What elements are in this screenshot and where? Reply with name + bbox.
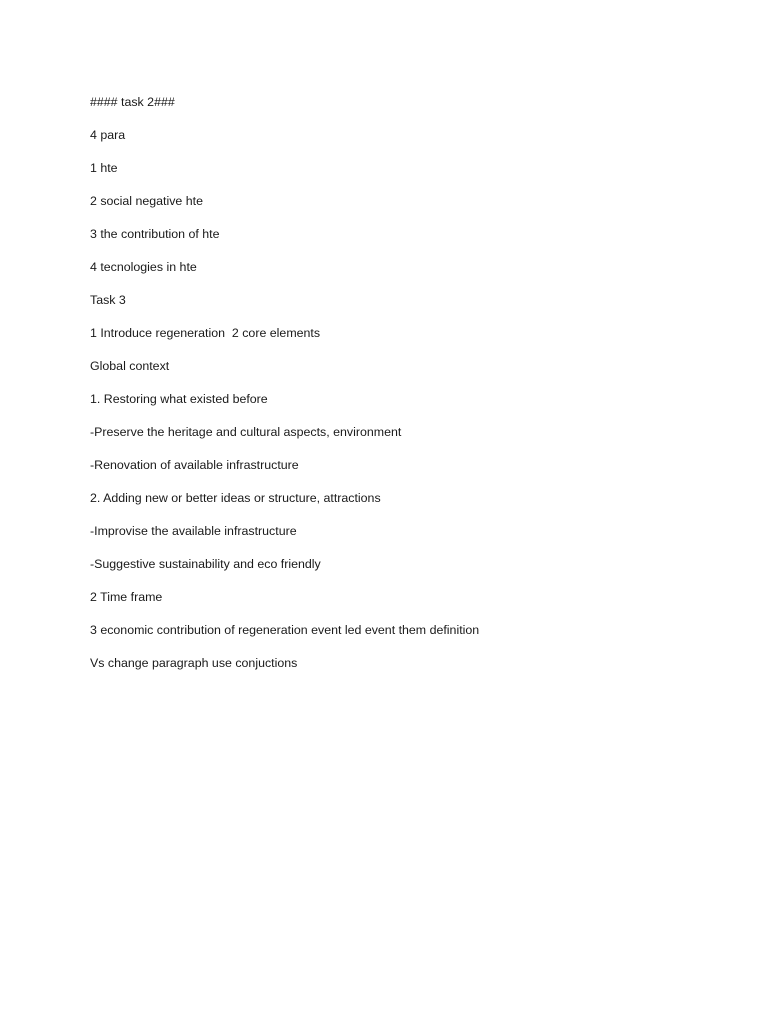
text-line: 3 the contribution of hte (90, 227, 220, 241)
text-line: 4 tecnologies in hte (90, 260, 197, 274)
text-line: 4 para (90, 128, 126, 142)
text-line: -Renovation of available infrastructure (90, 458, 299, 472)
text-line: 2. Adding new or better ideas or structure, attractions (90, 491, 381, 505)
heading-task-3: Task 3 (90, 293, 126, 307)
text-line: 1 hte (90, 161, 118, 175)
text-line: 2 Time frame (90, 590, 163, 604)
text-line: -Suggestive sustainability and eco friendly (90, 557, 321, 571)
text-line: 1. Restoring what existed before (90, 392, 268, 406)
text-line: 1 Introduce regeneration 2 core elements (90, 326, 321, 340)
text-line: -Preserve the heritage and cultural aspects, environment (90, 425, 402, 439)
heading-task-2: #### task 2### (90, 95, 175, 109)
text-line: Global context (90, 359, 170, 373)
document-body (90, 93, 730, 687)
text-line: Vs change paragraph use conjuctions (90, 656, 298, 670)
text-line: -Improvise the available infrastructure (90, 524, 297, 538)
text-line: 2 social negative hte (90, 194, 203, 208)
text-line: 3 economic contribution of regeneration event led event them definition (90, 623, 480, 637)
